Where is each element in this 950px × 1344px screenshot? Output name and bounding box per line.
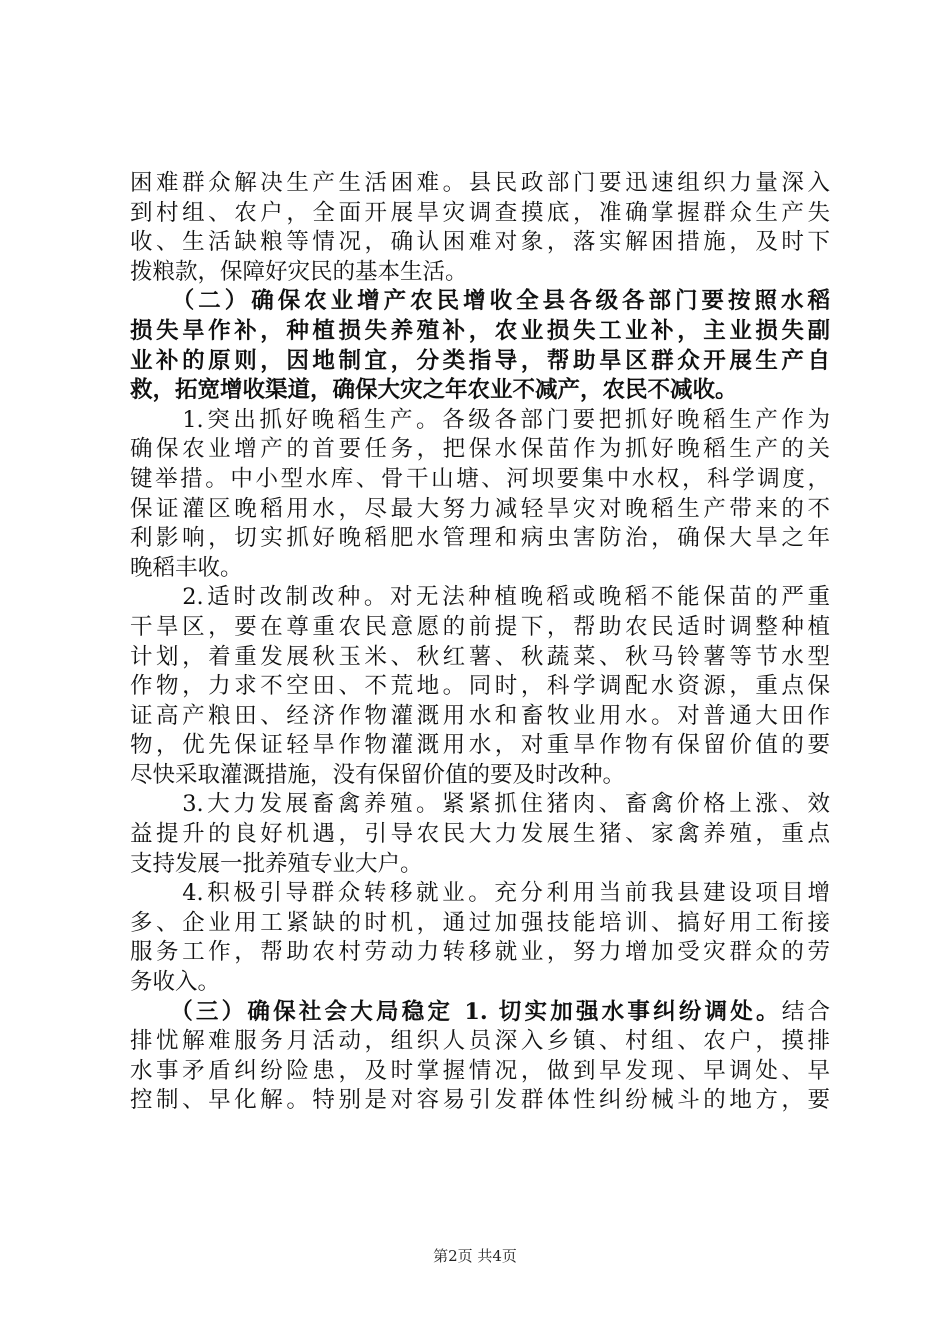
- paragraph-line: 控制、早化解。特别是对容易引发群体性纠纷械斗的地方，要: [130, 1087, 830, 1114]
- paragraph-line: 晚稻丰收。: [130, 554, 243, 581]
- paragraph-line: 到村组、农户，全面开展旱灾调查摸底，准确掌握群众生产失: [130, 199, 830, 226]
- paragraph-line: 支持发展一批养殖专业大户。: [130, 850, 423, 877]
- section-heading-text: （三）确保社会大局稳定 1. 切实加强水事纠纷调处。: [130, 998, 782, 1025]
- paragraph-line: 干旱区，要在尊重农民意愿的前提下，帮助农民适时调整种植: [130, 613, 830, 640]
- paragraph-text: 结合: [781, 998, 830, 1025]
- paragraph-line: 利影响，切实抓好晚稻肥水管理和病虫害防治，确保大旱之年: [130, 525, 830, 552]
- paragraph-line: 水事矛盾纠纷险患，及时掌握情况，做到早发现、早调处、早: [130, 1057, 830, 1084]
- paragraph-line: 尽快采取灌溉措施，没有保留价值的要及时改种。: [130, 761, 626, 788]
- paragraph-line: 困难群众解决生产生活困难。县民政部门要迅速组织力量深入: [130, 170, 830, 196]
- paragraph-line: 作物，力求不空田、不荒地。同时，科学调配水资源，重点保: [130, 673, 830, 700]
- paragraph-line: 拨粮款，保障好灾民的基本生活。: [130, 258, 468, 285]
- paragraph-line: 保证灌区晚稻用水，尽最大努力减轻旱灾对晚稻生产带来的不: [130, 495, 830, 522]
- paragraph-line: 多、企业用工紧缺的时机，通过加强技能培训、搞好用工衔接: [130, 909, 830, 936]
- mixed-heading-line: [130, 998, 830, 1028]
- section-heading-line: （二）确保农业增产农民增收全县各级各部门要按照水稻: [130, 288, 830, 315]
- paragraph-line: 3.大力发展畜禽养殖。紧紧抓住猪肉、畜禽价格上涨、效: [130, 791, 830, 818]
- paragraph-line: 4.积极引导群众转移就业。充分利用当前我县建设项目增: [130, 880, 830, 907]
- paragraph-line: 收、生活缺粮等情况，确认困难对象，落实解困措施，及时下: [130, 229, 830, 256]
- paragraph-line: 确保农业增产的首要任务，把保水保苗作为抓好晚稻生产的关: [130, 436, 830, 463]
- page-number-footer: 第2页 共4页: [433, 1247, 517, 1265]
- paragraph-line: 1.突出抓好晚稻生产。各级各部门要把抓好晚稻生产作为: [130, 406, 830, 433]
- paragraph-line: 物，优先保证轻旱作物灌溉用水，对重旱作物有保留价值的要: [130, 732, 830, 759]
- paragraph-line: 服务工作，帮助农村劳动力转移就业，努力增加受灾群众的劳: [130, 939, 830, 966]
- paragraph-line: 2.适时改制改种。对无法种植晚稻或晚稻不能保苗的严重: [130, 584, 830, 611]
- section-heading-line: 业补的原则，因地制宜，分类指导，帮助旱区群众开展生产自: [130, 347, 830, 374]
- paragraph-line: 键举措。中小型水库、骨干山塘、河坝要集中水权，科学调度，: [130, 465, 830, 492]
- paragraph-line: 证高产粮田、经济作物灌溉用水和畜牧业用水。对普通大田作: [130, 702, 830, 729]
- section-heading-line: 损失旱作补，种植损失养殖补，农业损失工业补，主业损失副: [130, 317, 830, 344]
- paragraph-line: 计划，着重发展秋玉米、秋红薯、秋蔬菜、秋马铃薯等节水型: [130, 643, 830, 670]
- paragraph-line: 益提升的良好机遇，引导农民大力发展生猪、家禽养殖，重点: [130, 821, 830, 848]
- paragraph-line: 务收入。: [130, 969, 221, 996]
- document-body: [130, 169, 830, 1116]
- section-heading-line: 救，拓宽增收渠道，确保大灾之年农业不减产，农民不减收。: [130, 377, 738, 404]
- paragraph-line: 排忧解难服务月活动，组织人员深入乡镇、村组、农户，摸排: [130, 1028, 830, 1055]
